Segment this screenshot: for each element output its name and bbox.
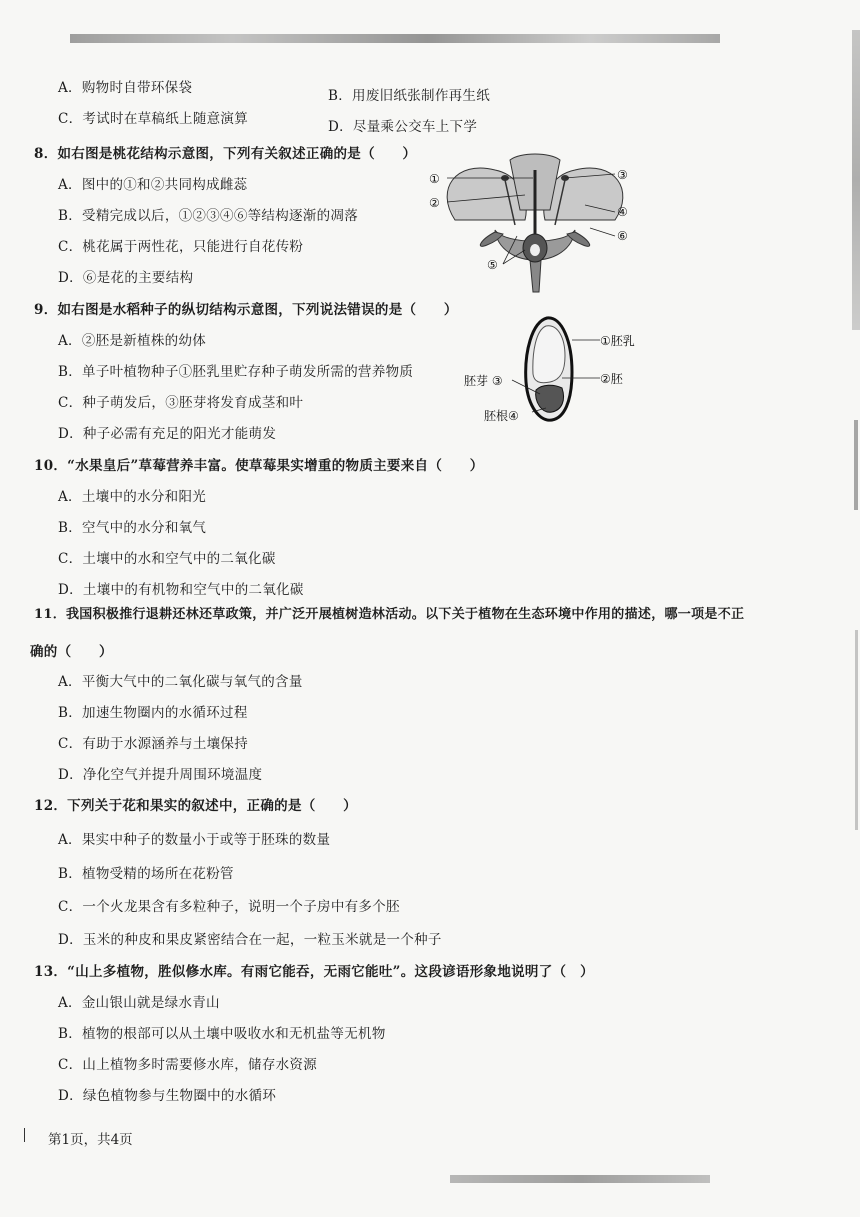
flower-label-5: ⑤ xyxy=(487,258,498,272)
q13-stem: 13．“山上多植物，胜似修水库。有雨它能吞，无雨它能吐”。这段谚语形象地说明了（ ） xyxy=(34,964,594,980)
q11-stem: 11．我国积极推行退耕还林还草政策，并广泛开展植树造林活动。以下关于植物在生态环境中作用的描述，哪一项是不正 xyxy=(34,607,745,622)
q9-option-d: D．种子必需有充足的阳光才能萌发 xyxy=(58,426,277,442)
flower-label-1: ① xyxy=(429,172,440,186)
scan-edge-right xyxy=(854,420,858,510)
seed-label-endosperm: ①胚乳 xyxy=(600,334,635,348)
q7-option-a: A．购物时自带环保袋 xyxy=(58,80,193,96)
flower-label-4: ④ xyxy=(617,205,628,219)
q10-option-c: C．土壤中的水和空气中的二氧化碳 xyxy=(58,551,276,567)
q8-option-d: D．⑥是花的主要结构 xyxy=(58,270,194,286)
q7-option-d: D．尽量乘公交车上下学 xyxy=(328,119,478,135)
flower-label-2: ② xyxy=(429,196,440,210)
scan-edge-top xyxy=(70,34,720,43)
q11-stem-cont: 确的（ ） xyxy=(30,644,113,660)
q8-stem: 8．如右图是桃花结构示意图，下列有关叙述正确的是（ ） xyxy=(34,146,417,162)
seed-label-embryo: ②胚 xyxy=(600,372,623,386)
flower-label-6: ⑥ xyxy=(617,229,628,243)
margin-mark xyxy=(24,1128,25,1142)
q13-option-d: D．绿色植物参与生物圈中的水循环 xyxy=(58,1088,277,1104)
q7-option-b: B．用废旧纸张制作再生纸 xyxy=(328,88,491,104)
q8-option-a: A．图中的①和②共同构成雌蕊 xyxy=(58,177,248,193)
q7-option-c: C．考试时在草稿纸上随意演算 xyxy=(58,111,249,127)
seed-label-radicle: 胚根④ xyxy=(484,409,519,423)
q12-stem: 12．下列关于花和果实的叙述中，正确的是（ ） xyxy=(34,798,357,814)
q10-option-d: D．土壤中的有机物和空气中的二氧化碳 xyxy=(58,582,304,598)
q11-option-c: C．有助于水源涵养与土壤保持 xyxy=(58,736,249,752)
scan-edge-right xyxy=(852,30,860,330)
q8-option-c: C．桃花属于两性花，只能进行自花传粉 xyxy=(58,239,304,255)
scan-edge-bottom xyxy=(450,1175,710,1183)
peach-flower-diagram xyxy=(425,150,645,295)
rice-seed-diagram xyxy=(462,312,662,430)
scan-edge-right xyxy=(855,630,858,830)
q11-option-b: B．加速生物圈内的水循环过程 xyxy=(58,705,248,721)
q9-stem: 9．如右图是水稻种子的纵切结构示意图，下列说法错误的是（ ） xyxy=(34,302,458,318)
q12-option-d: D．玉米的种皮和果皮紧密结合在一起，一粒玉米就是一个种子 xyxy=(58,932,442,948)
q10-option-b: B．空气中的水分和氧气 xyxy=(58,520,207,536)
page-number: 第1页，共4页 xyxy=(48,1132,133,1148)
q9-option-a: A．②胚是新植株的幼体 xyxy=(58,333,207,349)
seed-label-plumule: 胚芽 ③ xyxy=(464,374,503,388)
flower-label-3: ③ xyxy=(617,168,628,182)
q9-option-c: C．种子萌发后，③胚芽将发育成茎和叶 xyxy=(58,395,304,411)
q12-option-a: A．果实中种子的数量小于或等于胚珠的数量 xyxy=(58,832,331,848)
q9-option-b: B．单子叶植物种子①胚乳里贮存种子萌发所需的营养物质 xyxy=(58,364,414,380)
q12-option-c: C．一个火龙果含有多粒种子，说明一个子房中有多个胚 xyxy=(58,899,400,915)
q11-option-d: D．净化空气并提升周围环境温度 xyxy=(58,767,263,783)
q10-stem: 10．“水果皇后”草莓营养丰富。使草莓果实增重的物质主要来自（ ） xyxy=(34,458,484,474)
q10-option-a: A．土壤中的水分和阳光 xyxy=(58,489,207,505)
q12-option-b: B．植物受精的场所在花粉管 xyxy=(58,866,234,882)
q8-option-b: B．受精完成以后，①②③④⑥等结构逐渐的凋落 xyxy=(58,208,359,224)
q11-option-a: A．平衡大气中的二氧化碳与氧气的含量 xyxy=(58,674,303,690)
q13-option-a: A．金山银山就是绿水青山 xyxy=(58,995,220,1011)
q13-option-c: C．山上植物多时需要修水库，储存水资源 xyxy=(58,1057,318,1073)
flower-stem xyxy=(530,260,541,292)
q13-option-b: B．植物的根部可以从土壤中吸收水和无机盐等无机物 xyxy=(58,1026,386,1042)
